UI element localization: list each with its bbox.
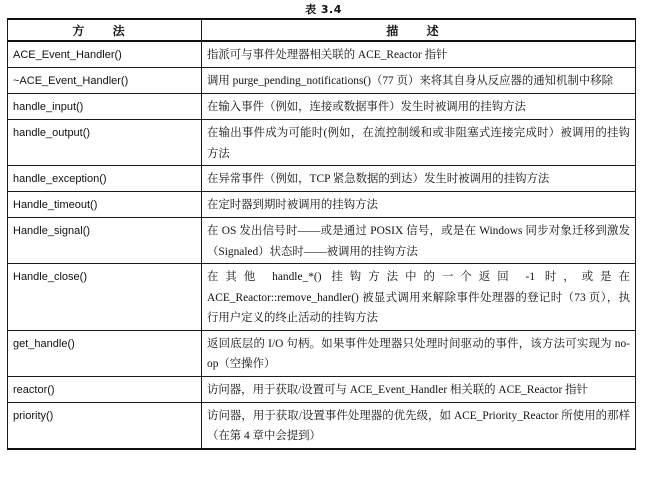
- table-row: [8, 192, 636, 218]
- method-description: 在 OS 发出信号时——或是通过 POSIX 信号，或是在 Windows 同步对象迁移到激发（Signaled）状态时——被调用的挂钩方法: [202, 218, 636, 264]
- table-row: [8, 402, 636, 449]
- methods-table: [7, 18, 636, 450]
- method-description: 访问器，用于获取/设置可与 ACE_Event_Handler 相关联的 ACE_Reactor 指针: [202, 376, 636, 402]
- method-name: reactor(): [8, 376, 202, 402]
- table-row: [8, 166, 636, 192]
- method-description: 在定时器到期时被调用的挂钩方法: [202, 192, 636, 218]
- column-header-method: 方 法: [8, 19, 202, 41]
- method-description: 访问器，用于获取/设置事件处理器的优先级，如 ACE_Priority_Reactor 所使用的那样（在第 4 章中会提到）: [202, 402, 636, 449]
- method-name: handle_input(): [8, 94, 202, 120]
- method-name: ACE_Event_Handler(): [8, 41, 202, 68]
- method-description: 调用 purge_pending_notifications()（77 页）来将其自身从反应器的通知机制中移除: [202, 68, 636, 94]
- table-row: [8, 218, 636, 264]
- method-name: Handle_signal(): [8, 218, 202, 264]
- table-row: [8, 330, 636, 376]
- method-name: ~ACE_Event_Handler(): [8, 68, 202, 94]
- method-name: handle_output(): [8, 120, 202, 166]
- method-description: 在输出事件成为可能时(例如，在流控制缓和或非阻塞式连接完成时）被调用的挂钩方法: [202, 120, 636, 166]
- method-name: Handle_close(): [8, 264, 202, 331]
- table-row: [8, 376, 636, 402]
- table-row: [8, 264, 636, 331]
- method-description: 返回底层的 I/O 句柄。如果事件处理器只处理时间驱动的事件，该方法可实现为 no-op（空操作）: [202, 330, 636, 376]
- table-row: [8, 120, 636, 166]
- column-header-description: 描 述: [202, 19, 636, 41]
- method-description: 在输入事件（例如，连接或数据事件）发生时被调用的挂钩方法: [202, 94, 636, 120]
- method-name: priority(): [8, 402, 202, 449]
- table-row: [8, 68, 636, 94]
- method-name: handle_exception(): [8, 166, 202, 192]
- method-description: 在异常事件（例如，TCP 紧急数据的到达）发生时被调用的挂钩方法: [202, 166, 636, 192]
- table-caption: 表 3.4: [305, 3, 342, 16]
- method-description: 在其他 handle_*() 挂钩方法中的一个返回 -1 时，或是在 ACE_Reactor::remove_handler() 被显式调用来解除事件处理器的登记时（73 页），执行用户定义的终止活动的挂钩方法: [202, 264, 636, 331]
- table-row: [8, 94, 636, 120]
- table-row: [8, 41, 636, 68]
- method-description: 指派可与事件处理器相关联的 ACE_Reactor 指针: [202, 41, 636, 68]
- table-header-row: [8, 19, 636, 41]
- method-name: Handle_timeout(): [8, 192, 202, 218]
- method-name: get_handle(): [8, 330, 202, 376]
